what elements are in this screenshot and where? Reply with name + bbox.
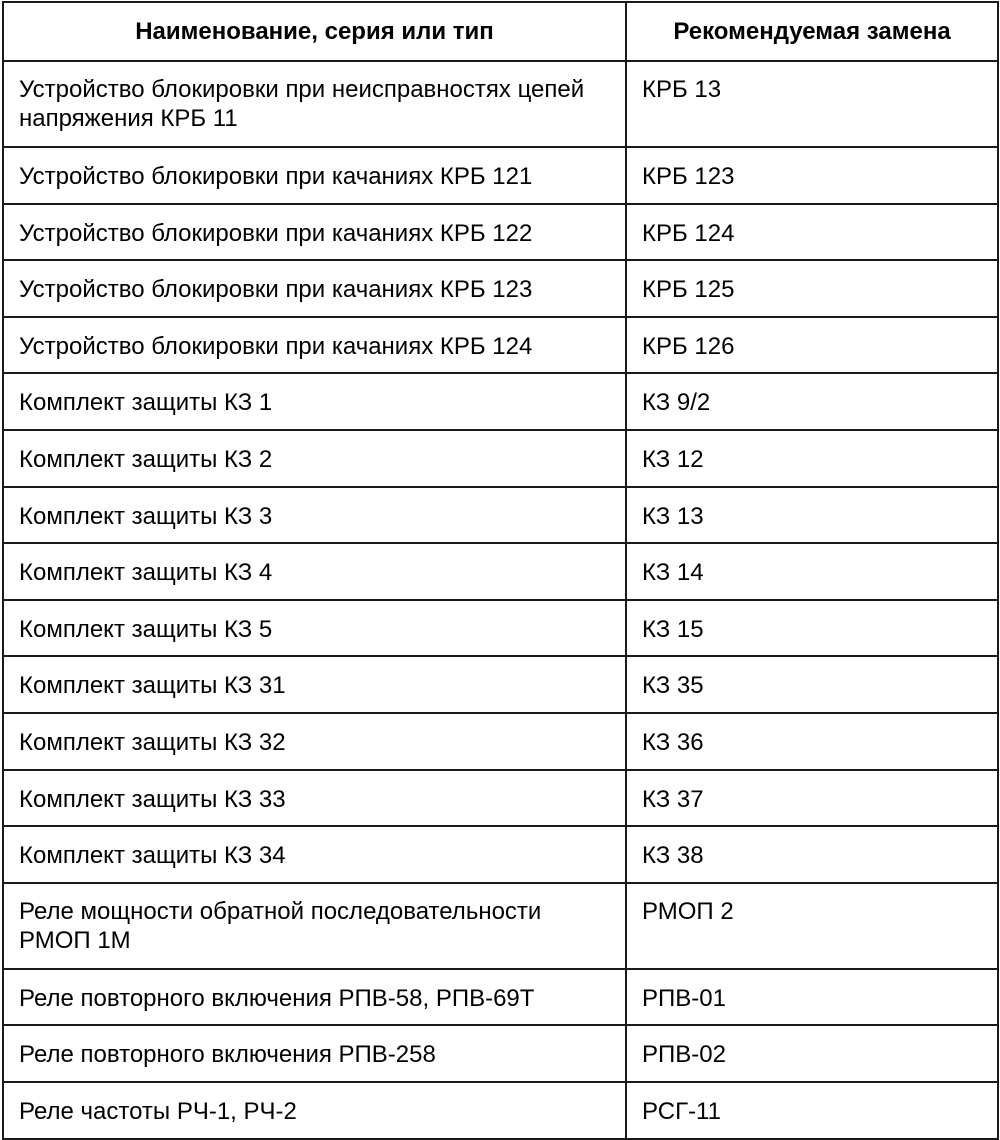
cell-device-name: Комплект защиты КЗ 33 (3, 770, 626, 827)
column-header-name: Наименование, серия или тип (3, 2, 626, 61)
cell-device-name: Устройство блокировки при неисправностях цепей напряжения КРБ 11 (3, 61, 626, 147)
cell-replacement: КРБ 126 (626, 317, 998, 374)
cell-device-name: Комплект защиты КЗ 3 (3, 487, 626, 544)
cell-device-name: Комплект защиты КЗ 4 (3, 543, 626, 600)
cell-device-name: Устройство блокировки при качаниях КРБ 123 (3, 260, 626, 317)
column-header-replacement: Рекомендуемая замена (626, 2, 998, 61)
cell-device-name: Комплект защиты КЗ 5 (3, 600, 626, 657)
cell-device-name: Комплект защиты КЗ 2 (3, 430, 626, 487)
table-row (3, 600, 998, 657)
cell-device-name: Реле частоты РЧ-1, РЧ-2 (3, 1082, 626, 1139)
cell-device-name: Реле мощности обратной последовательности РМОП 1М (3, 883, 626, 969)
cell-replacement: КЗ 13 (626, 487, 998, 544)
table-row (3, 656, 998, 713)
table-row (3, 543, 998, 600)
table-row (3, 373, 998, 430)
cell-replacement: КРБ 123 (626, 147, 998, 204)
table-row (3, 713, 998, 770)
cell-replacement: КЗ 38 (626, 826, 998, 883)
cell-replacement: КЗ 9/2 (626, 373, 998, 430)
cell-replacement: РПВ-01 (626, 969, 998, 1026)
cell-device-name: Комплект защиты КЗ 34 (3, 826, 626, 883)
cell-device-name: Комплект защиты КЗ 31 (3, 656, 626, 713)
table-row (3, 969, 998, 1026)
table-row (3, 770, 998, 827)
cell-replacement: КРБ 125 (626, 260, 998, 317)
table-row (3, 147, 998, 204)
cell-replacement: КРБ 124 (626, 204, 998, 261)
table-row (3, 487, 998, 544)
cell-replacement: КЗ 14 (626, 543, 998, 600)
table-row (3, 826, 998, 883)
cell-replacement: КЗ 37 (626, 770, 998, 827)
cell-device-name: Устройство блокировки при качаниях КРБ 124 (3, 317, 626, 374)
table-row (3, 260, 998, 317)
table-row (3, 1025, 998, 1082)
cell-replacement: КРБ 13 (626, 61, 998, 147)
cell-replacement: КЗ 36 (626, 713, 998, 770)
table-row (3, 1082, 998, 1139)
cell-replacement: КЗ 12 (626, 430, 998, 487)
cell-device-name: Устройство блокировки при качаниях КРБ 122 (3, 204, 626, 261)
table-row (3, 204, 998, 261)
table-row (3, 430, 998, 487)
cell-replacement: КЗ 35 (626, 656, 998, 713)
cell-device-name: Реле повторного включения РПВ-58, РПВ-69Т (3, 969, 626, 1026)
table-row (3, 317, 998, 374)
cell-device-name: Реле повторного включения РПВ-258 (3, 1025, 626, 1082)
table-row (3, 61, 998, 147)
cell-replacement: РМОП 2 (626, 883, 998, 969)
table-row (3, 883, 998, 969)
cell-device-name: Комплект защиты КЗ 1 (3, 373, 626, 430)
cell-replacement: РСГ-11 (626, 1082, 998, 1139)
replacement-table (2, 1, 999, 1140)
cell-replacement: РПВ-02 (626, 1025, 998, 1082)
cell-device-name: Устройство блокировки при качаниях КРБ 121 (3, 147, 626, 204)
cell-replacement: КЗ 15 (626, 600, 998, 657)
cell-device-name: Комплект защиты КЗ 32 (3, 713, 626, 770)
table-header-row (3, 2, 998, 61)
